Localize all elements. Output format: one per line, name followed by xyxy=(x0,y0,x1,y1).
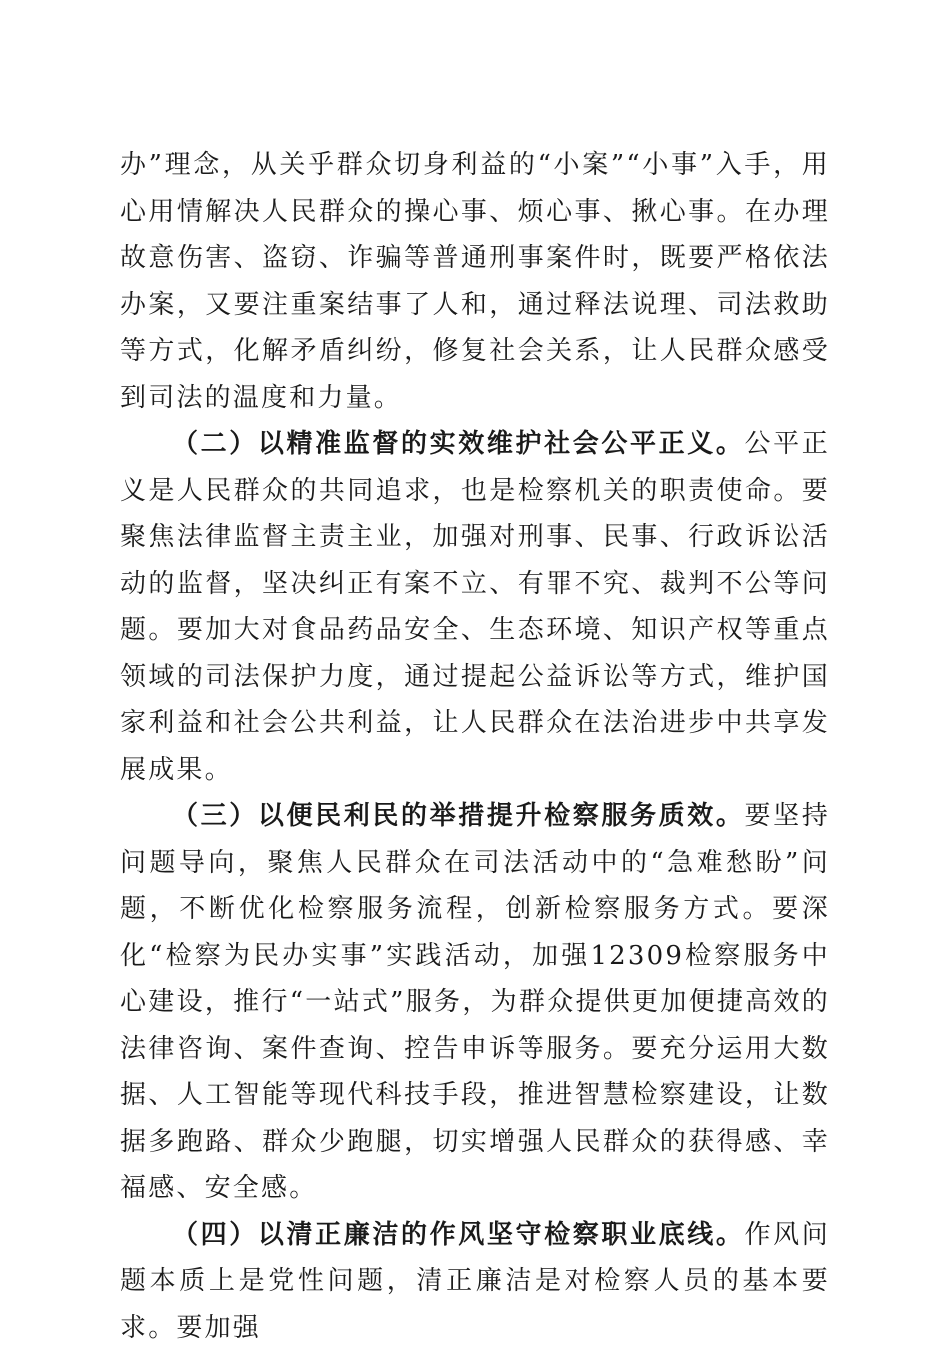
section-heading: （二）以精准监督的实效维护社会公平正义。 xyxy=(172,429,745,459)
paragraph-section-2 xyxy=(120,421,830,793)
paragraph-body: 要坚持问题导向，聚焦人民群众在司法活动中的“急难愁盼”问题，不断优化检察服务流程，创新检察服务方式。要深化“检察为民办实事”实践活动，加强12309检察服务中心建设，推行“一站式”服务，为群众提供更加便捷高效的法律咨询、案件查询、控告申诉等服务。要充分运用大数据、人工智能等现代科技手段，推进智慧检察建设，让数据多跑路、群众少跑腿，切实增强人民群众的获得感、幸福感、安全感。 xyxy=(120,801,830,1203)
paragraph-body: 作风问题本质上是党性问题，清正廉洁是对检察人员的基本要求。要加强 xyxy=(120,1220,830,1343)
paragraph-continuation xyxy=(120,142,830,421)
section-heading: （三）以便民利民的举措提升检察服务质效。 xyxy=(172,801,745,831)
paragraph-section-3 xyxy=(120,793,830,1212)
section-heading: （四）以清正廉洁的作风坚守检察职业底线。 xyxy=(172,1220,745,1250)
document-body xyxy=(120,142,830,1351)
paragraph-body: 办”理念，从关乎群众切身利益的“小案”“小事”入手，用心用情解决人民群众的操心事、烦心事、揪心事。在办理故意伤害、盗窃、诈骗等普通刑事案件时，既要严格依法办案，又要注重案结事了人和，通过释法说理、司法救助等方式，化解矛盾纠纷，修复社会关系，让人民群众感受到司法的温度和力量。 xyxy=(120,150,830,413)
paragraph-section-4 xyxy=(120,1212,830,1351)
paragraph-body: 公平正义是人民群众的共同追求，也是检察机关的职责使命。要聚焦法律监督主责主业，加强对刑事、民事、行政诉讼活动的监督，坚决纠正有案不立、有罪不究、裁判不公等问题。要加大对食品药品安全、生态环境、知识产权等重点领域的司法保护力度，通过提起公益诉讼等方式，维护国家利益和社会公共利益，让人民群众在法治进步中共享发展成果。 xyxy=(120,429,830,785)
